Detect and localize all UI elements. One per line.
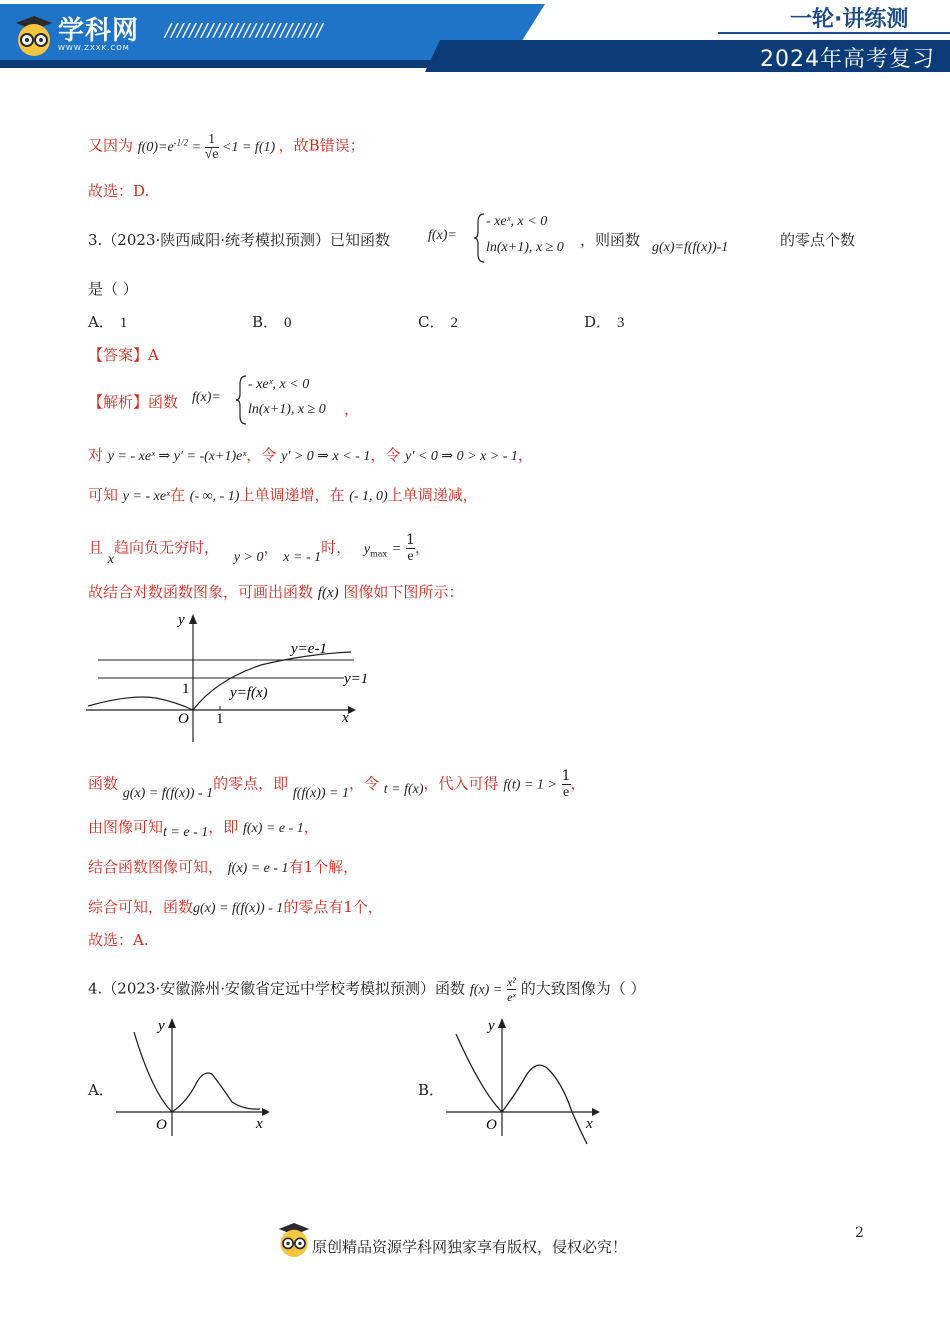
year-title: 2024年高考复习: [760, 47, 935, 72]
analysis-fx: f(x)=: [192, 390, 221, 405]
q3-options: [88, 311, 127, 332]
graph-fx-label-y: y: [178, 612, 185, 628]
analysis-label: 【解析】函数: [88, 393, 179, 411]
q3-suffix: 的零点个数: [780, 231, 856, 249]
step-zero: 函数 g(x) = f(f(x)) - 1的零点，即 f(f(x)) = 1，令 t = f(x)，代入可得 f(t) = 1 > $\frac{1}{e}$ ，: [88, 768, 586, 801]
analysis-brace: [236, 374, 248, 426]
svg-text:y: y: [488, 1018, 495, 1034]
step-t-value: 由图像可知t = e - 1，即 f(x) = e - 1，: [88, 818, 319, 840]
q3-stem-2: 是（ ）: [88, 280, 138, 298]
graph-fx-label-o: O: [178, 711, 189, 727]
logo-text: 学科网: [58, 16, 140, 46]
q3-fx: f(x)=: [428, 228, 457, 243]
analysis-case1: - xeˣ, x < 0: [248, 377, 310, 392]
q3-gx: g(x)=f(f(x))-1: [652, 240, 729, 255]
page-number: 2: [855, 1225, 864, 1241]
step-derivative: 对 y = - xeˣ ⇒ y′ = -(x+1)eˣ，令 y′ > 0 ⇒ x < - 1，令 y′ < 0 ⇒ 0 > x > - 1，: [88, 446, 533, 464]
graph-fx-label-1x: 1: [216, 711, 224, 727]
series-title: 一轮·讲练测: [790, 7, 909, 32]
q4-stem: 4.（2023·安徽滁州·安徽省定远中学校考模拟预测）函数 f(x) = $\frac{\text{x²}}{\text{eˣ}}$ 的大致图像为（ ）: [88, 975, 646, 1004]
analysis-end: ，: [344, 400, 360, 418]
step-limit: 且 x趋向负无穷时， y > 0， x = - 1时， $y_{max}$ = $\frac{1}{e}$ ，: [88, 532, 430, 567]
graph-fx: [86, 610, 376, 745]
line-b-wrong: 又因为 $f(0)=e^{-1/2}$ = $\frac{1}{√e}$ <1 = f(1) ，故B错误；: [88, 132, 365, 162]
logo-mascot-icon: [14, 14, 54, 58]
logo-url: WWW.ZXXK.COM: [58, 44, 130, 52]
svg-text:x: x: [256, 1116, 263, 1132]
graph-option-a: [112, 1012, 277, 1137]
step-one-solution: 结合函数图像可知， f(x) = e - 1有1个解，: [88, 858, 359, 876]
header-slashes: //////////////////////////: [165, 20, 323, 41]
step-choose-a: 故选：A.: [88, 931, 149, 949]
step-conclusion: 综合可知，函数g(x) = f(f(x)) - 1的零点有1个，: [88, 898, 383, 916]
graph-fx-label-line-e: y=e-1: [291, 641, 327, 657]
graph-fx-curve-left: [88, 697, 193, 710]
analysis-case2: ln(x+1), x ≥ 0: [248, 402, 326, 417]
q4-option-b[interactable]: B．: [418, 1081, 445, 1099]
option-d[interactable]: D． 3: [584, 313, 625, 331]
step-graph-intro: 故结合对数函数图象，可画出函数 f(x) 图像如下图所示：: [88, 583, 464, 601]
svg-text:y: y: [158, 1018, 165, 1034]
graph-fx-label-x: x: [342, 710, 349, 726]
graph-fx-curve-right: [193, 652, 351, 710]
svg-text:x: x: [586, 1116, 593, 1132]
graph-fx-label-line-1: y=1: [344, 671, 369, 687]
footer-copyright: 原创精品资源学科网独家享有版权，侵权必究！: [312, 1238, 628, 1256]
q3-case2: ln(x+1), x ≥ 0: [486, 240, 564, 255]
svg-text:O: O: [486, 1117, 497, 1133]
q3-stem: 3.（2023·陕西咸阳·统考模拟预测）已知函数: [88, 231, 391, 249]
graph-option-b: [442, 1012, 607, 1147]
step-monotonic: 可知 y = - xeˣ在 (- ∞, - 1)上单调递增，在 (- 1, 0)上单调递减，: [88, 486, 478, 504]
svg-text:O: O: [156, 1117, 167, 1133]
q3-mid: ，则函数: [580, 231, 641, 249]
graph-fx-label-curve: y=f(x): [230, 685, 268, 701]
line-choose-d: 故选：D.: [88, 182, 150, 200]
option-c[interactable]: C． 2: [418, 313, 458, 331]
option-b[interactable]: B． 0: [252, 313, 292, 331]
q3-case1: - xeˣ, x < 0: [486, 214, 548, 229]
answer-label: 【答案】A: [88, 346, 159, 364]
q4-option-a[interactable]: A．: [88, 1081, 114, 1099]
option-a[interactable]: A． 1: [88, 313, 128, 331]
graph-fx-label-1y: 1: [182, 681, 190, 697]
footer-mascot-icon: [277, 1221, 311, 1259]
q3-brace: [474, 212, 486, 264]
